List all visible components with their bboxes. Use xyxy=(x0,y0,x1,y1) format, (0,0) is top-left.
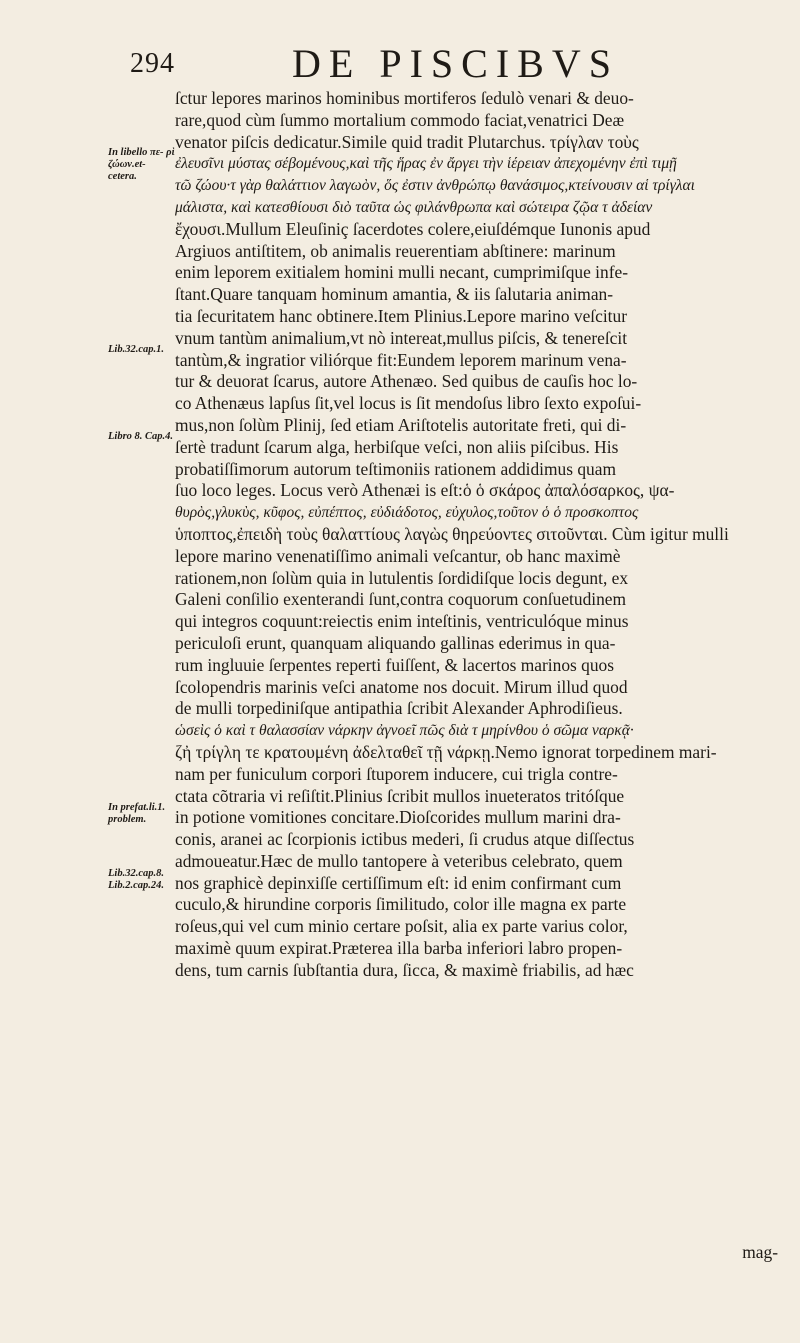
text-line: tur & deuorat ſcarus, autore Athenæo. Sed quibus de cauſis hoc lo- xyxy=(175,371,638,392)
text-line: rationem,non ſolùm quia in lutulentis ſordidiſque locis degunt, ex xyxy=(175,567,629,588)
running-title: DE PISCIBVS xyxy=(292,41,619,86)
text-line: tia ſecuritatem hanc obtinere.Item Plinius.Lepore marino veſcitur xyxy=(175,305,627,326)
text-line: tantùm,& ingratior viliórque fit:Eundem leporem marinum vena- xyxy=(175,349,627,370)
margin-note: In prefat.li.1. problem. xyxy=(108,802,166,825)
page-header xyxy=(130,40,630,90)
text-line: ctata cõtraria vi reſiſtit.Plinius ſcribit mullos inueteratos tritóſque xyxy=(175,785,625,806)
text-line: ſcolopendris marinis veſci anatome nos docuit. Mirum illud quod xyxy=(175,676,628,697)
text-line: venator piſcis dedicatur.Simile quid tradit Plutarchus. τρίγλαν τοὺς xyxy=(175,131,639,152)
text-line: admoueatur.Hæc de mullo tantopere à veteribus celebrato, quem xyxy=(175,850,623,871)
text-line: co Athenæus lapſus ſit,vel locus is ſit mendoſus libro ſexto expoſui- xyxy=(175,393,642,414)
text-line: rum ingluuie ſerpentes reperti fuiſſent, & lacertos marinos quos xyxy=(175,654,614,675)
text-line: Argiuos antiſtitem, ob animalis reuerentiam abſtinere: marinum xyxy=(175,240,616,261)
text-line: dens, tum carnis ſubſtantia dura, ſicca, & maximè friabilis, ad hæc xyxy=(175,959,634,980)
text-line: ἐλευσῖνι μύστας σέβομένους,καὶ τῆς ἥρας ἐν ἄργει τὴν ἱέρειαν ἀπεχομένην ἐπὶ τιμῇ xyxy=(175,155,677,173)
text-line: qui integros coquunt:reiectis enim inteſtinis, ventriculóque minus xyxy=(175,611,629,632)
text-line: enim leporem exitialem homini mulli necant, cumprimiſque infe- xyxy=(175,262,628,283)
text-line: periculoſi erunt, quanquam aliquando gallinas ederimus in qua- xyxy=(175,632,616,653)
text-line: maximè quum expirat.Præterea illa barba inferiori labro propen- xyxy=(175,938,623,959)
catchword: mag- xyxy=(742,1242,778,1262)
text-line: probatiſſimorum autorum teſtimoniis rationem addidimus quam xyxy=(175,458,616,479)
margin-note: In libello πε- ρὶ ζώων.et- cetera. xyxy=(108,147,175,182)
text-line: roſeus,qui vel cum minio certare poſsit, alia ex parte varius color, xyxy=(175,916,628,937)
text-line: de mulli torpediniſque antipathia ſcribit Alexander Aphrodiſieus. xyxy=(175,698,623,719)
text-line: nam per funiculum corpori ſtuporem inducere, cui trigla contre- xyxy=(175,763,618,784)
text-line: in potione vomitiones concitare.Dioſcorides mullum marini dra- xyxy=(175,807,621,828)
text-line: μάλιστα, καὶ κατεσθίουσι διὸ ταῦτα ὡς φιλάνθρωπα καὶ σώτειρα ζῷα τ ἀδείαν xyxy=(175,198,653,216)
text-line: ſertè tradunt ſcarum alga, herbiſque veſci, non aliis piſcibus. His xyxy=(175,436,619,457)
text-line: Galeni conſilio exenterandi ſunt,contra coquorum conſuetudinem xyxy=(175,589,627,610)
text-line: ſctur lepores marinos hominibus mortiferos ſedulò venari & deuo- xyxy=(175,88,634,108)
text-line: ὑποπτος,ἐπειδὴ τοὺς θαλαττίους λαγὼς θηρεύοντες σιτοῦνται. Cùm igitur mulli xyxy=(175,523,729,544)
main-text-block xyxy=(175,88,795,982)
text-line: conis, aranei ac ſcorpionis ictibus mederi, ſi crudus atque diſſectus xyxy=(175,829,635,850)
text-line: ὡσεὶς ὁ καὶ τ θαλασσίαν νάρκην ἀγνοεῖ πῶς διὰ τ μηρίνθου ὁ σῶμα ναρκᾷ· xyxy=(175,722,634,740)
text-line: ſtant.Quare tanquam hominum amantia, & iis ſalutaria animan- xyxy=(175,284,614,305)
text-line: θυρὸς,γλυκὺς, κῦφος, εὐπέπτος, εὐδιάδοτος, εὐχυλος,τοῦτον ὁ ὁ προσκοπτος xyxy=(175,504,639,522)
text-line: cuculo,& hirundine corporis ſimilitudo, color ille magna ex parte xyxy=(175,894,627,915)
text-line: ſuo loco leges. Locus verò Athenæi is eſt:ὁ ὁ σκάρος ἀπαλόσαρκος, ψα- xyxy=(175,480,675,501)
margin-note: Libro 8. Cap.4. xyxy=(108,431,174,442)
text-line: ἔχουσι.Mullum Eleuſiniç ſacerdotes colere,eiuſdémque Iunonis apud xyxy=(175,218,651,239)
text-line: vnum tantùm animalium,vt nò intereat,mullus piſcis, & tenereſcit xyxy=(175,327,628,348)
margin-note: Lib.32.cap.8. Lib.2.cap.24. xyxy=(108,868,164,891)
text-line: mus,non ſolùm Plinij, ſed etiam Ariſtotelis autoritate freti, qui di- xyxy=(175,414,627,435)
text-line: lepore marino venenatiſſimo animali veſcantur, ob hanc maximè xyxy=(175,545,621,566)
text-line: τῶ ζώου·τ γὰρ θαλάττιον λαγωὸν, ὅς ἐστιν ἀνθρώπῳ θανάσιμος,κτείνουσιν αἱ τρίγλαι xyxy=(175,177,695,195)
text-line: nos graphicè depinxiſſe certiſſimum eſt: id enim confirmant cum xyxy=(175,872,622,893)
text-line: ζἠ τρίγλη τε κρατουμένη ἀδελταθεῖ τῇ νάρκῃ.Nemo ignorat torpedinem mari- xyxy=(175,741,717,762)
margin-note: Lib.32.cap.1. xyxy=(108,344,164,355)
text-line: rare,quod cùm ſummo mortalium commodo faciat,venatrici Deæ xyxy=(175,109,625,130)
page-number: 294 xyxy=(130,48,175,79)
